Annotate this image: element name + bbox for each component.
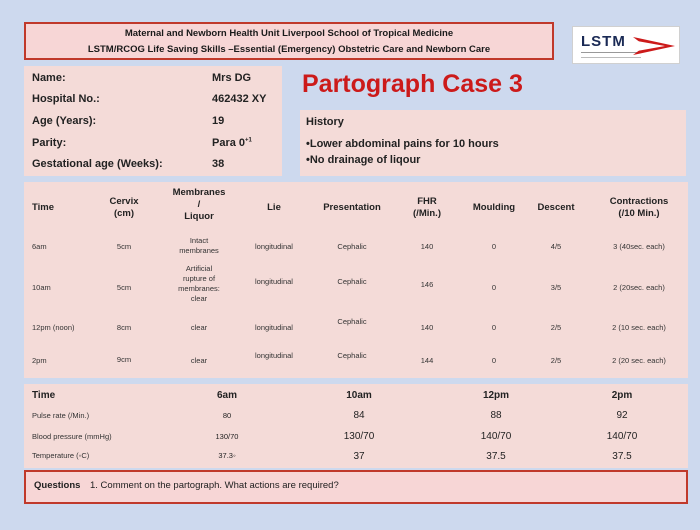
table-cell-lie: longitudinal	[255, 242, 293, 251]
vitals-time-header: 6am	[216, 390, 237, 401]
table-cell-contractions: 2 (20sec. each)	[613, 283, 665, 292]
parity-label: Parity:	[32, 137, 67, 149]
parity-value-text: Para 0	[212, 137, 246, 149]
table-cell-membranes: clear	[190, 323, 208, 332]
history-heading: History	[306, 116, 344, 128]
table-cell-descent: 2/5	[550, 323, 562, 332]
table-cell-moulding: 0	[491, 283, 497, 292]
vitals-cell: 130/70	[343, 431, 375, 442]
vitals-cell: 37.5	[486, 451, 506, 462]
col-header-moulding: Moulding	[472, 202, 516, 213]
vitals-row-label: Temperature (◦C)	[32, 451, 90, 460]
table-cell-contractions: 3 (40sec. each)	[613, 242, 665, 251]
table-cell-cervix: 9cm	[116, 355, 132, 364]
table-cell-contractions: 2 (10 sec. each)	[612, 323, 666, 332]
table-cell-descent: 3/5	[550, 283, 562, 292]
header-banner	[24, 22, 554, 60]
vitals-cell: 37	[353, 451, 365, 462]
vitals-row-label: Pulse rate (/Min.)	[32, 411, 90, 420]
table-cell-cervix: 8cm	[116, 323, 132, 332]
table-cell-presentation: Cephalic	[337, 351, 367, 360]
gestational-age-label: Gestational age (Weeks):	[32, 158, 163, 170]
vitals-cell: 80	[222, 411, 232, 420]
table-cell-descent: 2/5	[550, 356, 562, 365]
table-cell-membranes: Artificial rupture of membranes: clear	[178, 264, 220, 303]
table-cell-fhr: 140	[420, 242, 434, 251]
name-value: Mrs DG	[212, 72, 252, 84]
col-header-descent: Descent	[537, 202, 575, 213]
history-panel	[300, 110, 686, 176]
vitals-cell: 140/70	[480, 431, 512, 442]
header-line-1: Maternal and Newborn Health Unit Liverpool School of Tropical Medicine	[124, 28, 454, 39]
table-cell-fhr: 144	[420, 356, 434, 365]
vitals-cell: 130/70	[215, 432, 239, 441]
col-header-membranes: Membranes / Liquor	[172, 187, 226, 222]
table-cell-presentation: Cephalic	[337, 277, 367, 286]
labour-table	[24, 182, 688, 378]
vitals-cell: 140/70	[606, 431, 638, 442]
col-header-presentation: Presentation	[323, 202, 381, 213]
vitals-time-header: 12pm	[482, 390, 510, 401]
question-box	[24, 470, 688, 504]
logo-text: LSTM	[581, 33, 626, 50]
table-cell-moulding: 0	[491, 356, 497, 365]
table-cell-membranes: Intact membranes	[179, 236, 219, 255]
table-cell-moulding: 0	[491, 242, 497, 251]
table-cell-time: 12pm (noon)	[32, 323, 75, 332]
table-cell-time: 6am	[32, 242, 47, 251]
table-cell-lie: longitudinal	[255, 277, 293, 286]
history-item: •Lower abdominal pains for 10 hours	[306, 138, 499, 150]
table-cell-cervix: 5cm	[116, 283, 132, 292]
table-cell-descent: 4/5	[550, 242, 562, 251]
table-cell-moulding: 0	[491, 323, 497, 332]
table-cell-time: 10am	[32, 283, 51, 292]
table-cell-lie: longitudinal	[255, 323, 293, 332]
gestational-age-value: 38	[212, 158, 225, 170]
col-header-lie: Lie	[267, 202, 281, 213]
vitals-cell: 37.5	[612, 451, 632, 462]
age-value: 19	[212, 115, 225, 127]
header-line-2: LSTM/RCOG Life Saving Skills –Essential (Emergency) Obstetric Care and Newborn Care	[87, 44, 491, 55]
parity-superscript: +1	[245, 137, 252, 144]
table-cell-cervix: 5cm	[116, 242, 132, 251]
vitals-time-header: 10am	[346, 390, 372, 401]
vitals-cell: 37.3◦	[218, 451, 236, 460]
table-cell-presentation: Cephalic	[337, 242, 367, 251]
vitals-cell: 92	[616, 410, 628, 421]
history-item: •No drainage of liqour	[306, 154, 421, 166]
name-label: Name:	[32, 72, 66, 84]
table-cell-lie: longitudinal	[255, 351, 293, 360]
vitals-row-label: Blood pressure (mmHg)	[32, 432, 112, 441]
col-header-cervix: Cervix (cm)	[109, 196, 139, 219]
lstm-logo	[572, 26, 680, 64]
col-header-contractions: Contractions (/10 Min.)	[609, 196, 669, 219]
question-label: Questions	[34, 480, 81, 491]
vitals-cell: 84	[353, 410, 365, 421]
table-cell-membranes: clear	[190, 356, 208, 365]
vitals-time-label: Time	[32, 390, 56, 401]
col-header-fhr: FHR (/Min.)	[413, 196, 441, 219]
patient-details	[24, 66, 282, 176]
page-title: Partograph Case 3	[302, 70, 523, 98]
col-header-time: Time	[32, 202, 55, 213]
hospital-no-label: Hospital No.:	[32, 93, 100, 105]
vitals-table	[24, 384, 688, 468]
vitals-time-header: 2pm	[611, 390, 633, 401]
table-cell-contractions: 2 (20 sec. each)	[612, 356, 666, 365]
table-cell-time: 2pm	[32, 356, 47, 365]
logo-swoosh-icon	[631, 33, 677, 59]
table-cell-fhr: 146	[420, 280, 434, 289]
parity-value	[212, 137, 252, 149]
table-cell-fhr: 140	[420, 323, 434, 332]
vitals-cell: 88	[490, 410, 502, 421]
hospital-no-value: 462432 XY	[212, 93, 267, 105]
age-label: Age (Years):	[32, 115, 97, 127]
question-text: 1. Comment on the partograph. What actions are required?	[90, 480, 339, 491]
table-cell-presentation: Cephalic	[337, 317, 367, 326]
